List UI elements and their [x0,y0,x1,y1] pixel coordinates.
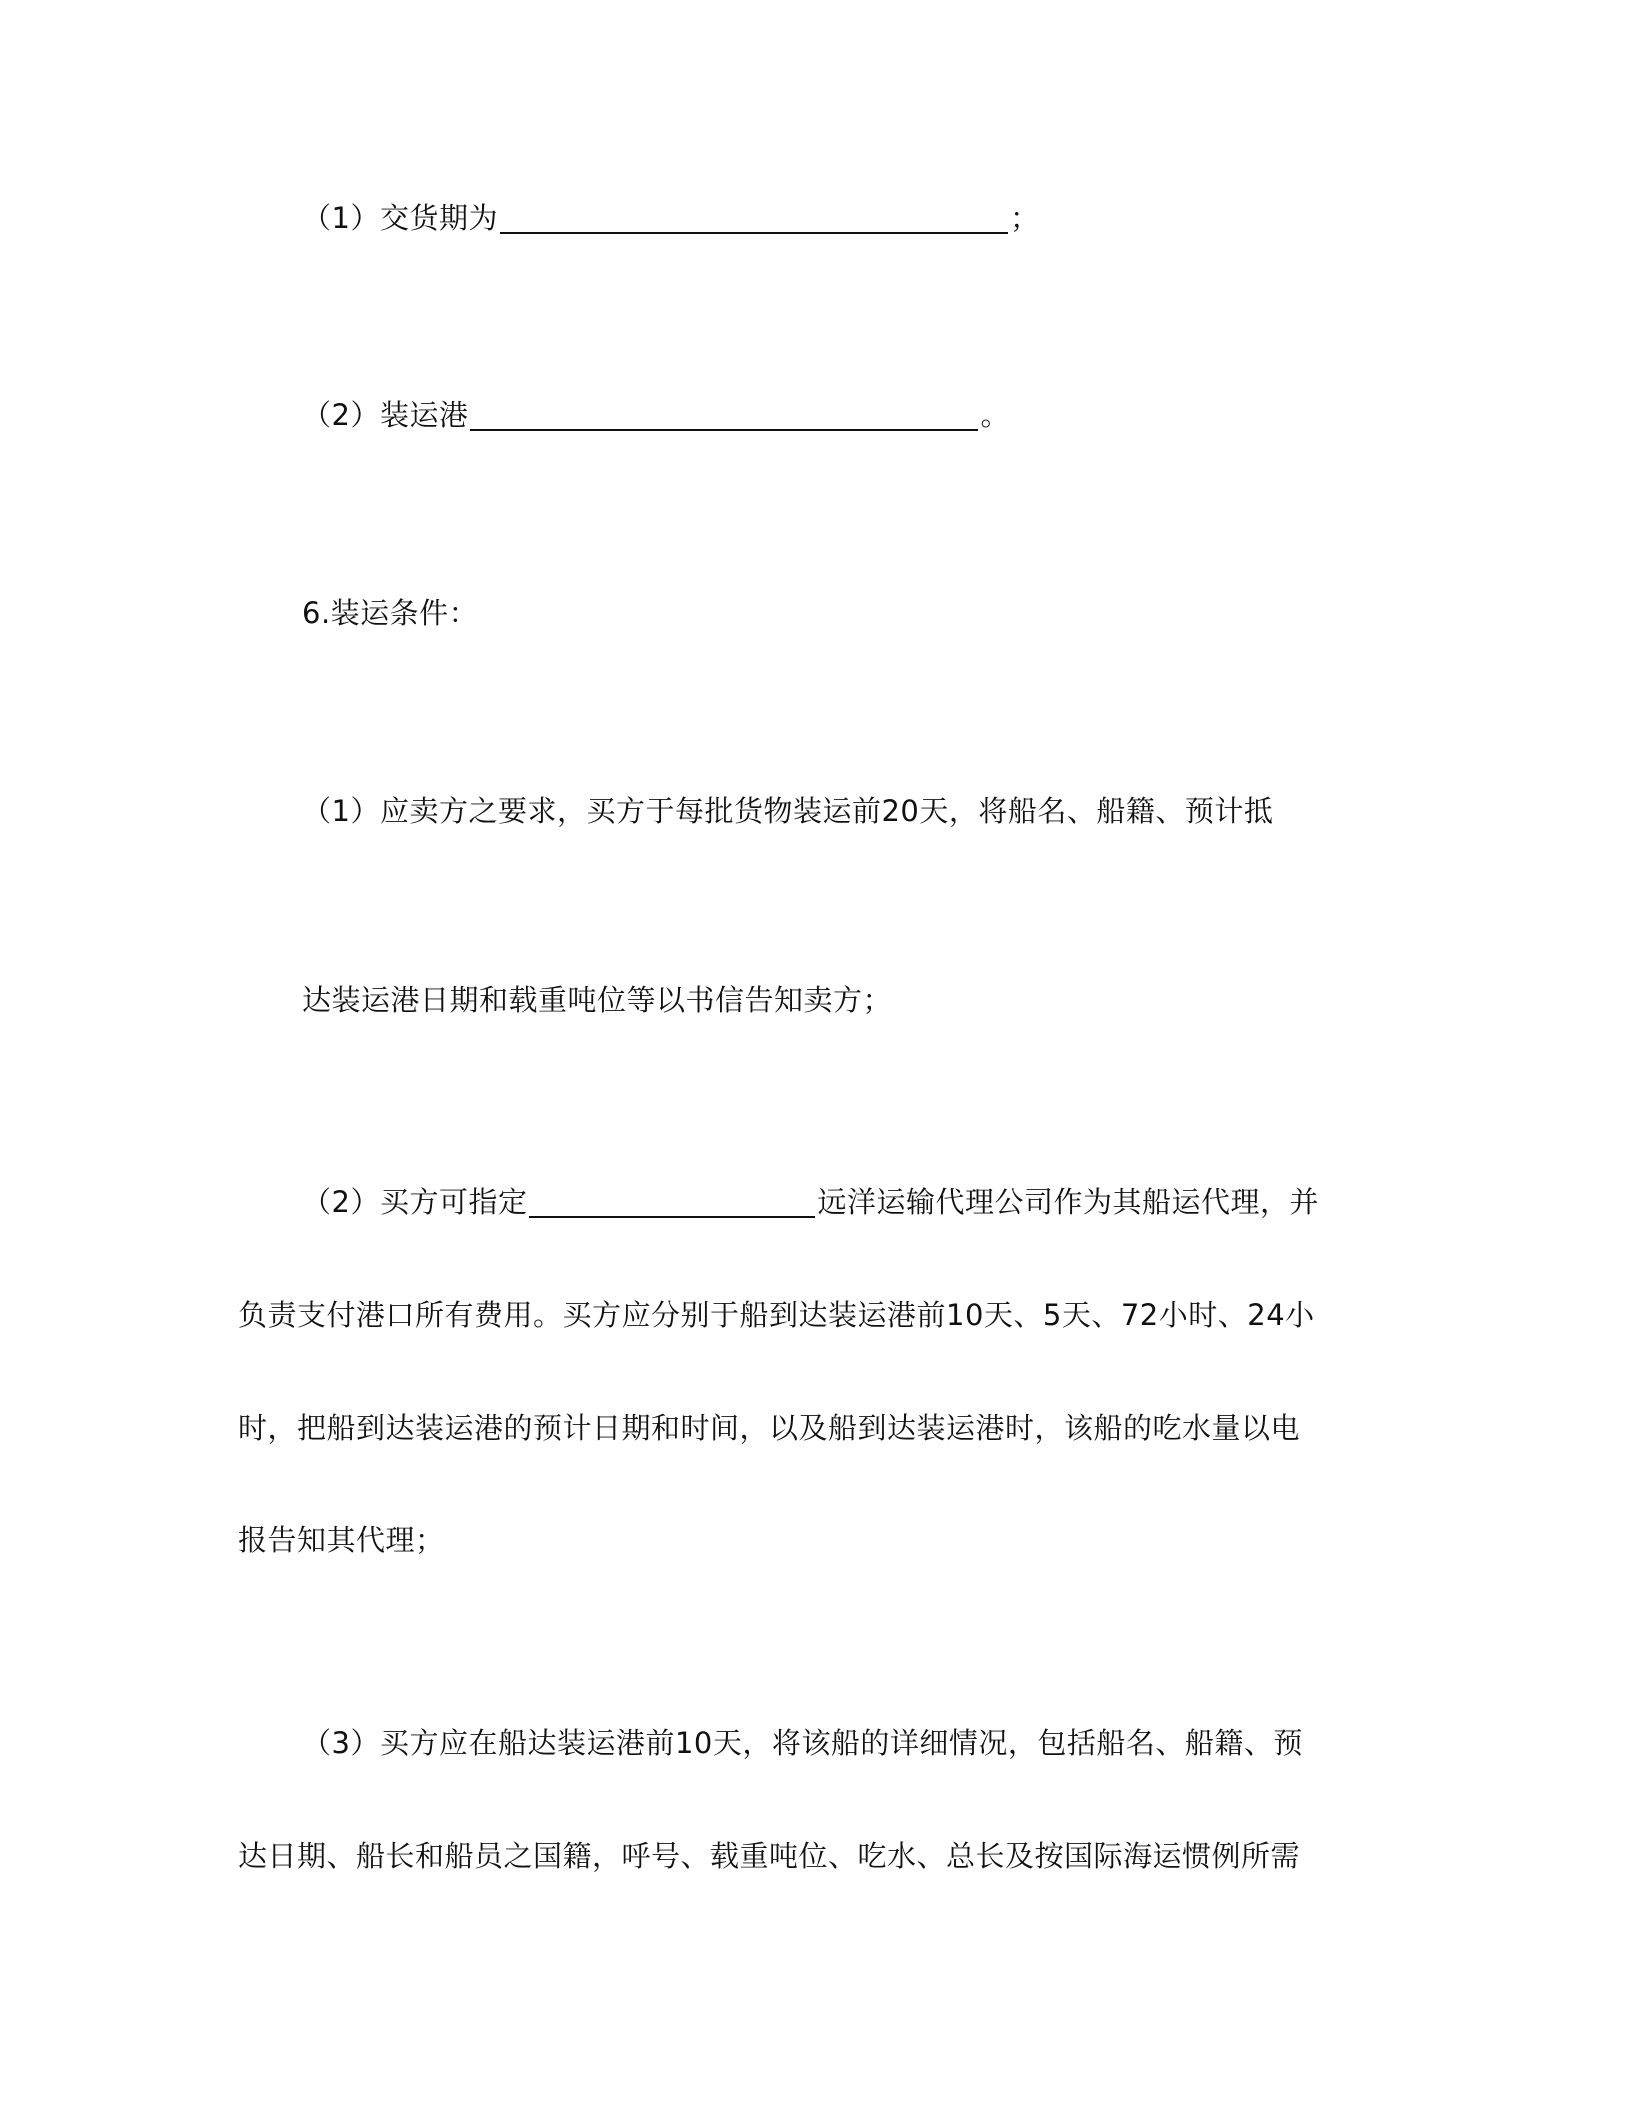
paragraph-line: 报告知其代理； [238,1523,445,1557]
loading-port-suffix: 。 [980,398,1010,432]
loading-port-label: （2）装运港 [302,398,469,432]
section-heading: 6.装运条件： [302,596,479,630]
paragraph-line: 达装运港日期和载重吨位等以书信告知卖方； [302,983,893,1017]
delivery-period-label: （1）交货期为 [302,201,498,235]
agent-blank[interactable] [529,1186,815,1218]
agent-label: （2）买方可指定 [302,1185,528,1219]
delivery-period-suffix: ； [1009,201,1040,235]
loading-port-line [302,395,1010,435]
agent-line [302,1182,1319,1222]
paragraph-line: 时，把船到达装运港的预计日期和时间，以及船到达装运港时，该船的吃水量以电 [238,1411,1301,1445]
paragraph-line: （3）买方应在船达装运港前10天，将该船的详细情况，包括船名、船籍、预 [302,1726,1303,1760]
delivery-period-line [302,198,1039,238]
paragraph-line: 达日期、船长和船员之国籍，呼号、载重吨位、吃水、总长及按国际海运惯例所需 [238,1839,1301,1873]
paragraph-line: （1）应卖方之要求，买方于每批货物装运前20天，将船名、船籍、预计抵 [302,794,1274,828]
loading-port-blank[interactable] [470,399,978,431]
paragraph-line: 负责支付港口所有费用。买方应分别于船到达装运港前10天、5天、72小时、24小 [238,1298,1315,1332]
agent-suffix: 远洋运输代理公司作为其船运代理，并 [817,1185,1319,1219]
delivery-period-blank[interactable] [500,202,1008,234]
